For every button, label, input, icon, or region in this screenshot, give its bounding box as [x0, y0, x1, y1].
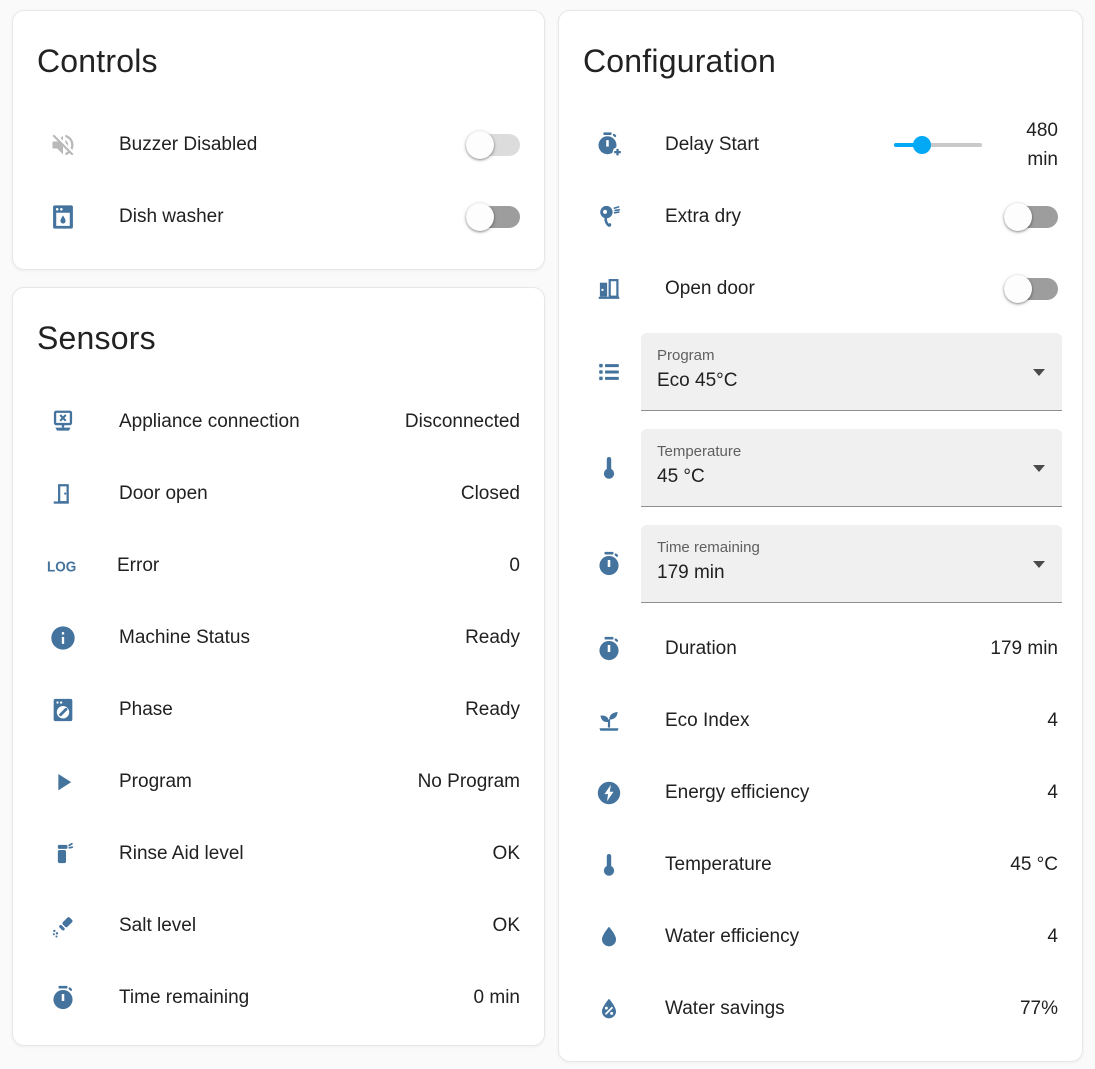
thermometer-icon [595, 454, 623, 482]
door-closed-icon [49, 480, 77, 508]
control-row-buzzer [13, 109, 544, 181]
config-value: 77% [1019, 998, 1058, 1019]
sensor-label: Rinse Aid level [119, 843, 244, 864]
sensor-row-rinse-aid[interactable] [13, 818, 544, 890]
config-row-energy-efficiency[interactable] [559, 757, 1082, 829]
sensor-label: Salt level [119, 915, 197, 936]
sensor-value: Disconnected [404, 411, 520, 432]
chevron-down-icon [1033, 369, 1045, 376]
hair-dryer-icon [595, 203, 623, 231]
select-value: 45 °C [657, 466, 705, 487]
salt-shaker-icon [49, 912, 77, 940]
config-row-water-savings[interactable] [559, 973, 1082, 1045]
buzzer-toggle[interactable] [466, 131, 520, 159]
sensor-row-program[interactable] [13, 746, 544, 818]
sensor-row-time-remaining[interactable] [13, 962, 544, 1034]
select-value: 179 min [657, 562, 725, 583]
sensor-row-machine-status[interactable] [13, 602, 544, 674]
appliance-disconnected-icon [49, 408, 77, 436]
config-label: Duration [665, 638, 737, 659]
play-icon [49, 768, 77, 796]
config-row-delay-start [559, 109, 1082, 181]
chevron-down-icon [1033, 465, 1045, 472]
information-icon [49, 624, 77, 652]
delay-start-number: 480 [1026, 120, 1058, 141]
toggle-thumb [1004, 275, 1032, 303]
delay-start-slider-thumb[interactable] [913, 136, 931, 154]
sensor-value: No Program [417, 771, 520, 792]
config-label: Water savings [665, 998, 785, 1019]
config-row-eco-index[interactable] [559, 685, 1082, 757]
water-percent-icon [595, 995, 623, 1023]
sensors-title: Sensors [37, 320, 156, 356]
delay-start-slider[interactable] [894, 136, 982, 154]
sensor-row-salt-level[interactable] [13, 890, 544, 962]
config-value: 4 [1047, 782, 1058, 803]
time-remaining-select-row [595, 525, 1062, 603]
sensor-label: Phase [119, 699, 173, 720]
log-icon: LOG [47, 557, 77, 575]
extra-dry-toggle[interactable] [1004, 203, 1058, 231]
control-row-dishwasher [13, 181, 544, 253]
config-label: Delay Start [665, 134, 759, 155]
config-row-temperature[interactable] [559, 829, 1082, 901]
timer-icon [49, 984, 77, 1012]
water-drop-icon [595, 923, 623, 951]
configuration-card [558, 10, 1083, 1062]
config-label: Open door [665, 278, 755, 299]
sensor-row-phase[interactable] [13, 674, 544, 746]
spray-bottle-icon [49, 840, 77, 868]
dishwasher-icon [49, 203, 77, 231]
time-remaining-select[interactable] [641, 525, 1062, 603]
config-row-water-efficiency[interactable] [559, 901, 1082, 973]
thermometer-icon [595, 851, 623, 879]
temperature-select-row [595, 429, 1062, 507]
sensor-label: Program [119, 771, 192, 792]
dishwasher-toggle[interactable] [466, 203, 520, 231]
config-label: Energy efficiency [665, 782, 810, 803]
config-value: 179 min [990, 638, 1058, 659]
toggle-thumb [1004, 203, 1032, 231]
list-icon [595, 358, 623, 386]
sensor-value: Closed [460, 483, 520, 504]
sensor-value: Ready [465, 699, 520, 720]
select-label: Temperature [657, 443, 742, 460]
control-label: Buzzer Disabled [119, 134, 258, 155]
timer-icon [595, 635, 623, 663]
config-row-duration[interactable] [559, 613, 1082, 685]
flash-circle-icon [595, 779, 623, 807]
timer-plus-icon [595, 131, 623, 159]
sensor-label: Appliance connection [119, 411, 300, 432]
toggle-thumb [466, 131, 494, 159]
sensor-value: 0 min [473, 987, 520, 1008]
sensor-value: OK [492, 843, 520, 864]
sensor-row-door-open[interactable] [13, 458, 544, 530]
temperature-select[interactable] [641, 429, 1062, 507]
volume-off-icon [49, 131, 77, 159]
select-label: Time remaining [657, 539, 760, 556]
configuration-title: Configuration [583, 43, 776, 79]
select-value: Eco 45°C [657, 370, 738, 391]
timer-icon [595, 550, 623, 578]
sensor-label: Door open [119, 483, 208, 504]
sensor-label: Error [117, 555, 160, 576]
config-label: Temperature [665, 854, 772, 875]
config-row-extra-dry [559, 181, 1082, 253]
open-door-toggle[interactable] [1004, 275, 1058, 303]
controls-card [12, 10, 545, 270]
delay-start-value [1002, 116, 1058, 174]
sensor-label: Time remaining [119, 987, 250, 1008]
sensor-value: OK [492, 915, 520, 936]
config-value: 4 [1047, 710, 1058, 731]
program-select[interactable] [641, 333, 1062, 411]
config-value: 45 °C [1010, 854, 1058, 875]
sensor-value: 0 [509, 555, 520, 576]
program-select-row [595, 333, 1062, 411]
select-label: Program [657, 347, 715, 364]
toggle-thumb [466, 203, 494, 231]
door-open-icon [595, 275, 623, 303]
delay-start-unit: min [1027, 149, 1058, 170]
config-label: Extra dry [665, 206, 742, 227]
sensor-row-error[interactable] [13, 530, 544, 602]
config-label: Eco Index [665, 710, 750, 731]
sensor-value: Ready [465, 627, 520, 648]
controls-title: Controls [37, 43, 158, 79]
sensor-label: Machine Status [119, 627, 250, 648]
config-label: Water efficiency [665, 926, 800, 947]
sprout-icon [595, 707, 623, 735]
control-label: Dish washer [119, 206, 224, 227]
config-value: 4 [1047, 926, 1058, 947]
sensor-row-appliance-connection[interactable] [13, 386, 544, 458]
washing-machine-icon [49, 696, 77, 724]
config-row-open-door [559, 253, 1082, 325]
chevron-down-icon [1033, 561, 1045, 568]
sensors-card [12, 287, 545, 1046]
